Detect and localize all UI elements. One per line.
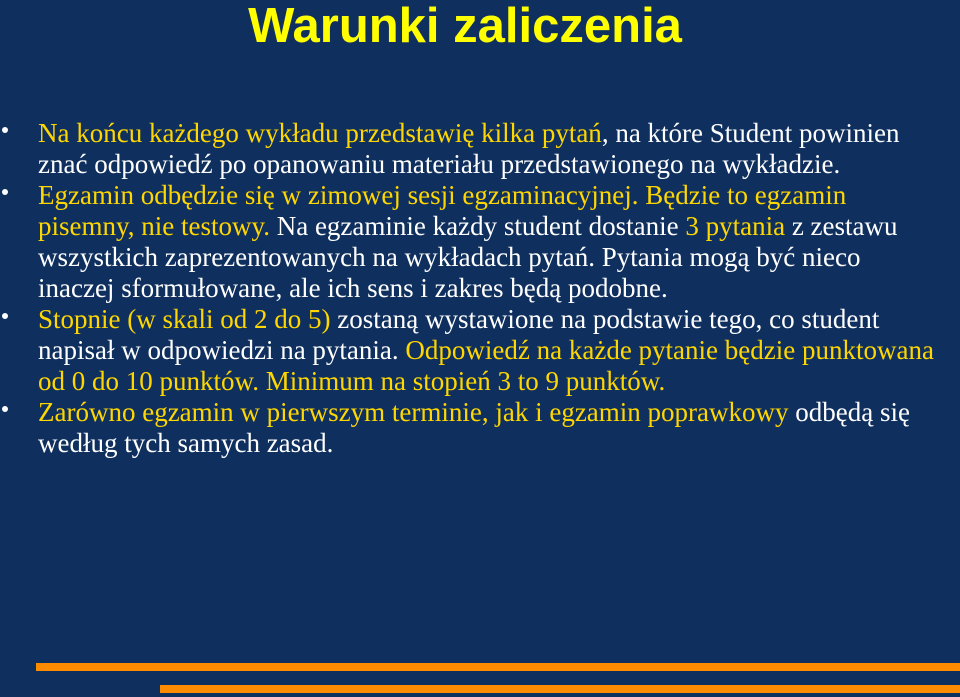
bullet-item-1 [0, 118, 960, 180]
bullet-item-4 [0, 397, 960, 459]
bullet-dot-icon [2, 406, 8, 412]
bullet-dot-icon [2, 313, 8, 319]
decorative-line-bottom [160, 685, 960, 693]
slide-title: Warunki zaliczenia [248, 0, 682, 53]
bullet-dot-icon [2, 189, 8, 195]
bullet-text-highlight: Odpowiedź na każde pytanie będzie punktowana od 0 do 10 punktów. Minimum na stopień 3 to 9 punktów. [38, 335, 934, 396]
bullet-text-highlight: 3 pytania [685, 211, 786, 241]
bullet-list [0, 118, 960, 459]
bullet-text-highlight: Zarówno egzamin w pierwszym terminie, jak i egzamin poprawkowy [38, 397, 789, 427]
bullet-text: zostaną wystawione na podstawie tego, co student napisał w odpowiedzi na pytania. [38, 304, 880, 365]
bullet-item-3 [0, 304, 960, 397]
bullet-text: Na egzaminie każdy student dostanie [269, 211, 686, 241]
bullet-text: z zestawu wszystkich zaprezentowanych na wykładach pytań. Pytania mogą być nieco inaczej sformułowane, ale ich sens i zakres będą podobne. [38, 211, 898, 303]
bullet-text: odbędą się według tych samych zasad. [38, 397, 910, 458]
bullet-text: , na które Student powinien znać odpowiedź po opanowaniu materiału przedstawionego na wykładzie. [38, 118, 900, 179]
bullet-item-2 [0, 180, 960, 304]
decorative-line-top [36, 663, 960, 671]
bullet-text-highlight: Egzamin odbędzie się w zimowej sesji egzaminacyjnej. Będzie to egzamin pisemny, nie testowy. [38, 180, 847, 241]
bullet-text-highlight: Stopnie (w skali od 2 do 5) [38, 304, 331, 334]
bullet-text-highlight: Na końcu każdego wykładu przedstawię kilka pytań [38, 118, 602, 148]
bullet-dot-icon [2, 127, 8, 133]
